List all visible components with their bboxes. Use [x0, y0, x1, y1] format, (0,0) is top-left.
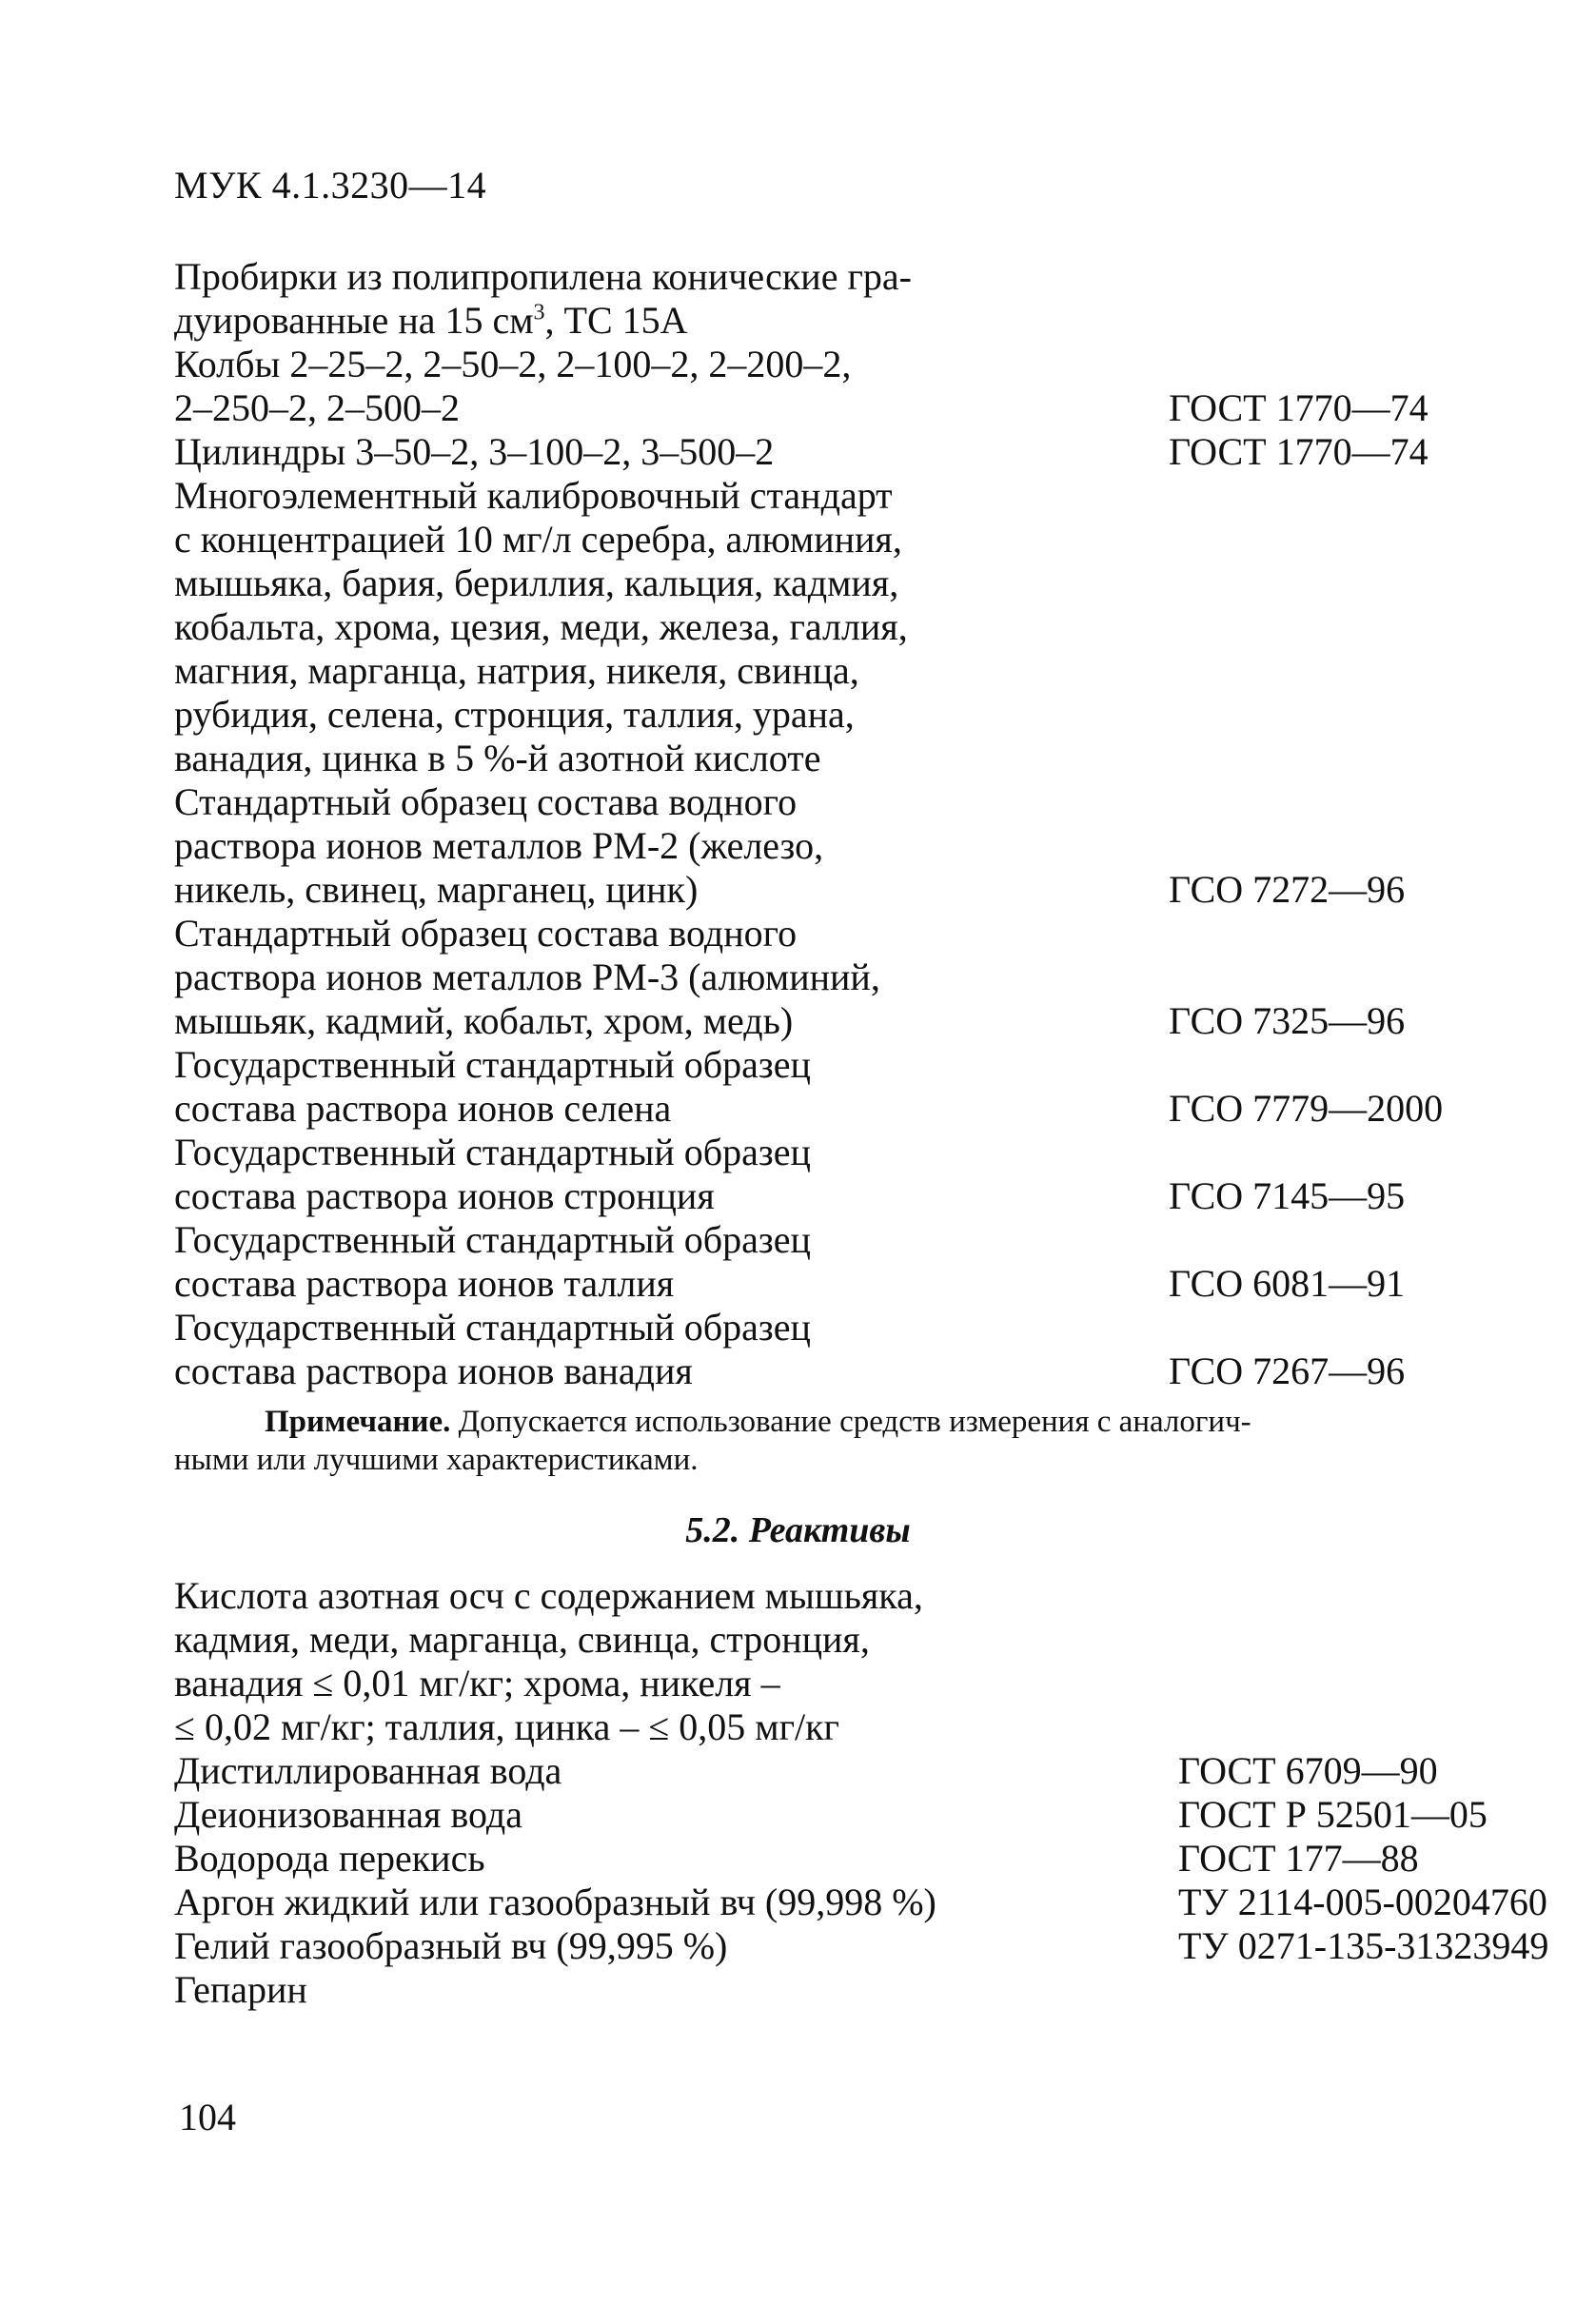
- item-standard: ГОСТ 1770—74: [1169, 430, 1429, 473]
- superscript: 3: [533, 300, 545, 325]
- item-description: [174, 1793, 993, 1837]
- item-line: 2–250–2, 2–500–2: [174, 386, 460, 429]
- note: [174, 1403, 1430, 1479]
- item-line: ванадия ≤ 0,01 мг/кг; хрома, никеля –: [174, 1662, 780, 1704]
- item-description: [174, 780, 993, 912]
- item-line: Стандартный образец состава водного: [174, 912, 798, 955]
- item-standard: ГСО 7145—95: [1169, 1174, 1406, 1217]
- item-description: [174, 1306, 993, 1393]
- item-standard: [993, 1968, 1178, 2012]
- item-description: [174, 1131, 993, 1218]
- item-line: Стандартный образец состава водного: [174, 780, 798, 823]
- item-line: состава раствора ионов стронция: [174, 1174, 715, 1217]
- item-description: [174, 1043, 993, 1131]
- list-item: [174, 1968, 1440, 2012]
- list-item: [174, 1306, 1440, 1393]
- list-item: [174, 780, 1440, 912]
- item-line: Водорода перекись: [174, 1837, 485, 1880]
- section-title: 5.2. Реактивы: [685, 1510, 911, 1550]
- list-item: [174, 430, 1440, 474]
- item-standard: ГСО 6081—91: [1169, 1262, 1406, 1305]
- list-item: [174, 1218, 1440, 1306]
- item-standard: ГСО 7272—96: [1169, 868, 1406, 911]
- item-line: Цилиндры 3–50–2, 3–100–2, 3–500–2: [174, 430, 775, 473]
- item-line: мышьяк, кадмий, кобальт, хром, медь): [174, 999, 794, 1042]
- equipment-list: [174, 255, 1444, 1393]
- item-line: ванадия, цинка в 5 %-й азотной кислоте: [174, 737, 821, 779]
- item-line: состава раствора ионов селена: [174, 1087, 672, 1130]
- item-line: [174, 299, 993, 343]
- item-line: кобальта, хрома, цезия, меди, железа, галлия,: [174, 605, 908, 648]
- item-line: мышьяка, бария, бериллия, кальция, кадмия,: [174, 561, 899, 604]
- item-line: Пробирки из полипропилена конические гра-: [174, 255, 912, 298]
- item-standard: ГОСТ Р 52501—05: [1178, 1793, 1488, 1836]
- item-line: Деионизованная вода: [174, 1793, 522, 1836]
- item-line: с концентрацией 10 мг/л серебра, алюминия,: [174, 518, 902, 561]
- item-line: Государственный стандартный образец: [174, 1131, 811, 1173]
- item-standard: ГСО 7267—96: [1169, 1350, 1406, 1392]
- list-item: [174, 1043, 1444, 1131]
- note-text: Допускается использование средств измерения с аналогич-: [450, 1405, 1251, 1439]
- reagents-list: [174, 1574, 1549, 2012]
- list-item: [174, 1793, 1488, 1837]
- document-header: МУК 4.1.3230—14: [174, 164, 487, 207]
- item-description: [174, 1968, 993, 2012]
- item-standard: [993, 1705, 1178, 1749]
- list-item: [174, 912, 1440, 1043]
- list-item: [174, 1924, 1549, 1968]
- item-line-suffix: , ТС 15А: [544, 299, 688, 342]
- item-line: Гепарин: [174, 1968, 307, 2011]
- item-line: Дистиллированная вода: [174, 1749, 562, 1792]
- note-line: ными или лучшими характеристиками.: [174, 1443, 699, 1477]
- item-description: [174, 912, 993, 1043]
- item-standard: ГСО 7325—96: [1169, 999, 1406, 1042]
- item-description: [174, 255, 993, 430]
- item-line: магния, марганца, натрия, никеля, свинца,: [174, 649, 859, 692]
- list-item: [174, 1574, 1440, 1749]
- item-standard: ГОСТ 6709—90: [1178, 1749, 1438, 1792]
- item-line: Многоэлементный калибровочный стандарт: [174, 474, 893, 517]
- list-item: [174, 1749, 1440, 1793]
- item-line: никель, свинец, марганец, цинк): [174, 868, 699, 911]
- note-label: Примечание.: [265, 1405, 451, 1439]
- item-line: раствора ионов металлов РМ-3 (алюминий,: [174, 955, 880, 998]
- item-line: состава раствора ионов ванадия: [174, 1350, 693, 1392]
- item-description: [174, 1218, 993, 1306]
- item-standard: [993, 737, 1169, 780]
- item-description: [174, 430, 993, 474]
- item-standard: ГСО 7779—2000: [1169, 1087, 1444, 1130]
- item-description: [174, 1924, 993, 1968]
- list-item: [174, 1131, 1440, 1218]
- page-number: 104: [179, 2096, 236, 2138]
- item-line: состава раствора ионов таллия: [174, 1262, 675, 1305]
- item-line: Государственный стандартный образец: [174, 1043, 811, 1086]
- item-standard: ГОСТ 1770—74: [1169, 386, 1429, 429]
- item-description: [174, 1837, 993, 1881]
- item-description: [174, 1749, 993, 1793]
- item-standard: ТУ 2114-005-00204760: [1178, 1881, 1547, 1923]
- item-line: рубидия, селена, стронция, таллия, урана,: [174, 693, 855, 736]
- item-line: Государственный стандартный образец: [174, 1306, 811, 1349]
- list-item: [174, 1837, 1440, 1881]
- item-line: Аргон жидкий или газообразный вч (99,998 %): [174, 1881, 936, 1923]
- item-line: ≤ 0,02 мг/кг; таллия, цинка – ≤ 0,05 мг/кг: [174, 1705, 839, 1748]
- item-line: раствора ионов металлов РМ-2 (железо,: [174, 824, 824, 867]
- item-standard: ГОСТ 177—88: [1178, 1837, 1419, 1880]
- note-line: [174, 1403, 1430, 1441]
- item-line: Гелий газообразный вч (99,995 %): [174, 1924, 728, 1967]
- item-line-text: дуированные на 15 см: [174, 299, 534, 342]
- item-line: кадмия, меди, марганца, свинца, стронция,: [174, 1618, 870, 1661]
- item-description: [174, 1881, 993, 1924]
- list-item: [174, 1881, 1547, 1924]
- list-item: [174, 474, 1440, 780]
- item-description: [174, 1574, 993, 1749]
- item-line: Государственный стандартный образец: [174, 1218, 811, 1261]
- item-standard: ТУ 0271-135-31323949: [1178, 1924, 1549, 1967]
- item-description: [174, 474, 993, 780]
- list-item: [174, 255, 1440, 430]
- item-line: Кислота азотная осч с содержанием мышьяка,: [174, 1574, 923, 1617]
- item-line: Колбы 2–25–2, 2–50–2, 2–100–2, 2–200–2,: [174, 343, 852, 385]
